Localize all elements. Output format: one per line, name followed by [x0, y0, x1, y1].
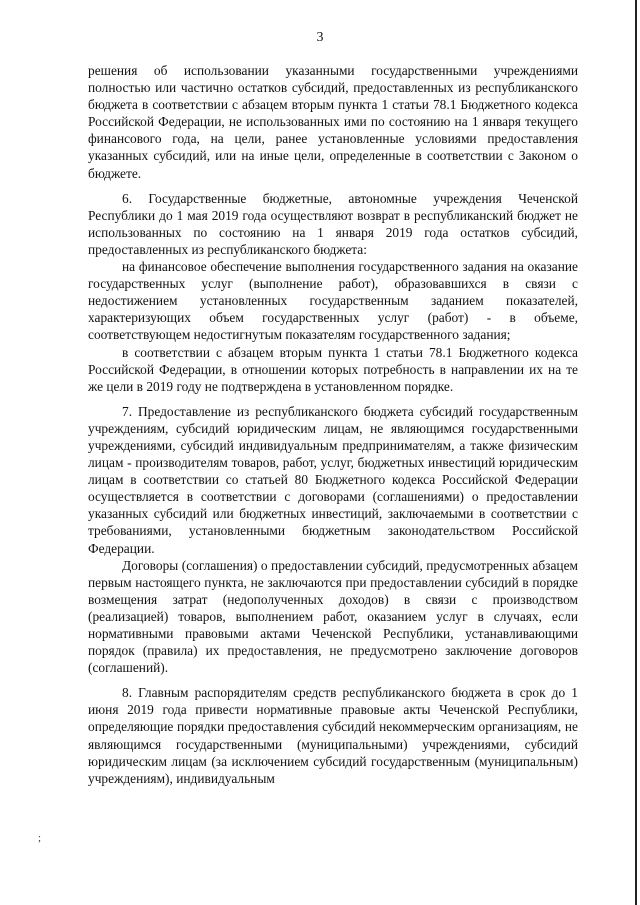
document-body: [88, 62, 578, 787]
paragraph-continuation: решения об использовании указанными государственными учреждениями полностью или частично остатков субсидий, предоставленных из республиканского бюджета в соответствии с абзацем вторым пункта 1 статьи 78.1 Бюджетного кодекса Российской Федерации, не использованных ими по состоянию на 1 января текущего финансового года, на цели, ранее установленные условиями предоставления указанных субсидий, или на иные цели, определенные в соответствии с Законом о бюджете.: [88, 63, 578, 181]
paragraph-item-6-sub-1: на финансовое обеспечение выполнения государственного задания на оказание государственных услуг (выполнение работ), образовавшихся в связи с недостижением установленных государственным заданием показателей, характеризующих объем государственных услуг (работ) - в объеме, соответствующем недостигнутым показателям государственного задания;: [88, 259, 578, 343]
paragraph-item-8: 8. Главным распорядителям средств республиканского бюджета в срок до 1 июня 2019 года привести нормативные правовые акты Чеченской Республики, определяющие порядки предоставления субсидий некоммерческим организациям, не являющимся государственными (муниципальными) учреждениями, субсидий юридическим лицам (за исключением субсидий государственным (муниципальным) учреждениям), индивидуальным: [88, 685, 578, 786]
margin-mark: ;: [38, 832, 42, 844]
page-number: 3: [316, 30, 324, 45]
paragraph-item-7: 7. Предоставление из республиканского бюджета субсидий государственным учреждениям, субсидий юридическим лицам, не являющимся государственными учреждениями, субсидий индивидуальным предпринимателям, а также физическим лицам - производителям товаров, работ, услуг, бюджетных инвестиций юридическим лицам в соответствии со статьей 80 Бюджетного кодекса Российской Федерации осуществляется в соответствии с договорами (соглашениями) о предоставлении указанных субсидий или бюджетных инвестиций, заключаемыми в соответствии с требованиями, установленными бюджетным законодательством Российской Федерации.: [88, 403, 578, 556]
paragraph-item-6: 6. Государственные бюджетные, автономные учреждения Чеченской Республики до 1 мая 2019 года осуществляют возврат в республиканский бюджет не использованных по состоянию на 1 января 2019 года остатков субсидий, предоставленных из республиканского бюджета:: [88, 190, 578, 257]
paragraph-item-7-contracts: Договоры (соглашения) о предоставлении субсидий, предусмотренных абзацем первым настоящего пункта, не заключаются при предоставлении субсидий в порядке возмещения затрат (недополученных доходов) в связи с производством (реализацией) товаров, выполнением работ, оказанием услуг в случаях, если нормативными правовыми актами Чеченской Республики, устанавливающими порядок (правила) их предоставления, не предусмотрено заключение договоров (соглашений).: [88, 557, 578, 676]
scan-edge-line: [635, 0, 637, 905]
paragraph-item-6-sub-2: в соответствии с абзацем вторым пункта 1 статьи 78.1 Бюджетного кодекса Российской Федерации, в отношении которых потребность в направлении их на те же цели в 2019 году не подтверждена в установленном порядке.: [88, 344, 578, 394]
